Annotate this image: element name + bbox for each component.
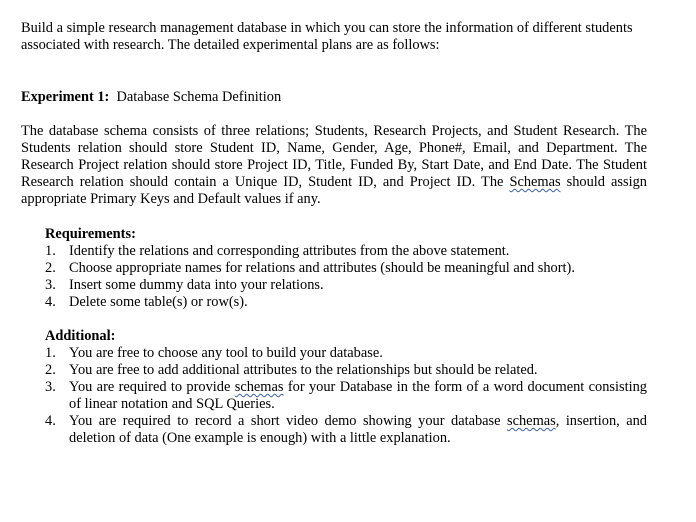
list-item-text: Choose appropriate names for relations and attributes (should be meaningful and short). bbox=[69, 260, 575, 276]
schema-text-part2: should assign appropriate Primary Keys and Default values if any. bbox=[21, 174, 647, 207]
schema-text-part1: The database schema consists of three relations; Students, Research Projects, and Student Research. The Students relation should store Student ID, Name, Gender, Age, Phone#, Email, and Department. The Research Project relation should store Project ID, Title, Funded By, Start Date, and End Date. The Student Research relation should contain a Unique ID, Student ID, and Project ID. The bbox=[21, 123, 647, 190]
list-item-text-pre: You are required to record a short video demo showing your database bbox=[69, 413, 507, 429]
list-item bbox=[45, 260, 647, 277]
additional-title: Additional: bbox=[45, 328, 116, 344]
list-number: 1. bbox=[45, 345, 56, 361]
list-number: 4. bbox=[45, 294, 56, 310]
list-number: 1. bbox=[45, 243, 56, 259]
spellcheck-flagged-word: schemas bbox=[234, 379, 284, 395]
list-item-text-post: for your Database in the form of a word document consisting of linear notation and SQL Queries. bbox=[69, 379, 647, 412]
spellcheck-flagged-word: Schemas bbox=[509, 174, 561, 190]
list-number: 3. bbox=[45, 277, 56, 293]
document-page bbox=[21, 20, 647, 447]
list-item bbox=[45, 243, 647, 260]
requirements-title: Requirements: bbox=[45, 226, 136, 242]
requirements-list bbox=[45, 243, 647, 311]
schema-paragraph bbox=[21, 123, 647, 208]
list-number: 2. bbox=[45, 362, 56, 378]
additional-list bbox=[45, 345, 647, 447]
additional-section bbox=[45, 328, 647, 447]
list-item bbox=[45, 294, 647, 311]
list-item bbox=[45, 345, 647, 362]
list-number: 4. bbox=[45, 413, 56, 429]
list-number: 3. bbox=[45, 379, 56, 395]
list-item bbox=[45, 413, 647, 447]
list-item-text-pre: You are required to provide bbox=[69, 379, 235, 395]
list-item-text: Identify the relations and corresponding attributes from the above statement. bbox=[69, 243, 510, 259]
experiment-title: Database Schema Definition bbox=[116, 89, 282, 105]
experiment-heading bbox=[21, 89, 647, 106]
list-item-text: Insert some dummy data into your relations. bbox=[69, 277, 324, 293]
intro-paragraph: Build a simple research management database in which you can store the information of different students associated with research. The detailed experimental plans are as follows: bbox=[21, 20, 633, 53]
list-item bbox=[45, 379, 647, 413]
list-item-text: You are free to choose any tool to build your database. bbox=[69, 345, 383, 361]
list-item-text-post: , insertion, and deletion of data (One example is enough) with a little explanation. bbox=[69, 413, 647, 446]
list-item bbox=[45, 277, 647, 294]
list-item bbox=[45, 362, 647, 379]
requirements-section bbox=[45, 226, 647, 311]
list-number: 2. bbox=[45, 260, 56, 276]
spellcheck-flagged-word: schemas bbox=[507, 413, 556, 429]
list-item-text: Delete some table(s) or row(s). bbox=[69, 294, 248, 310]
experiment-label: Experiment 1: bbox=[21, 89, 110, 105]
list-item-text: You are free to add additional attributes to the relationships but should be related. bbox=[69, 362, 538, 378]
